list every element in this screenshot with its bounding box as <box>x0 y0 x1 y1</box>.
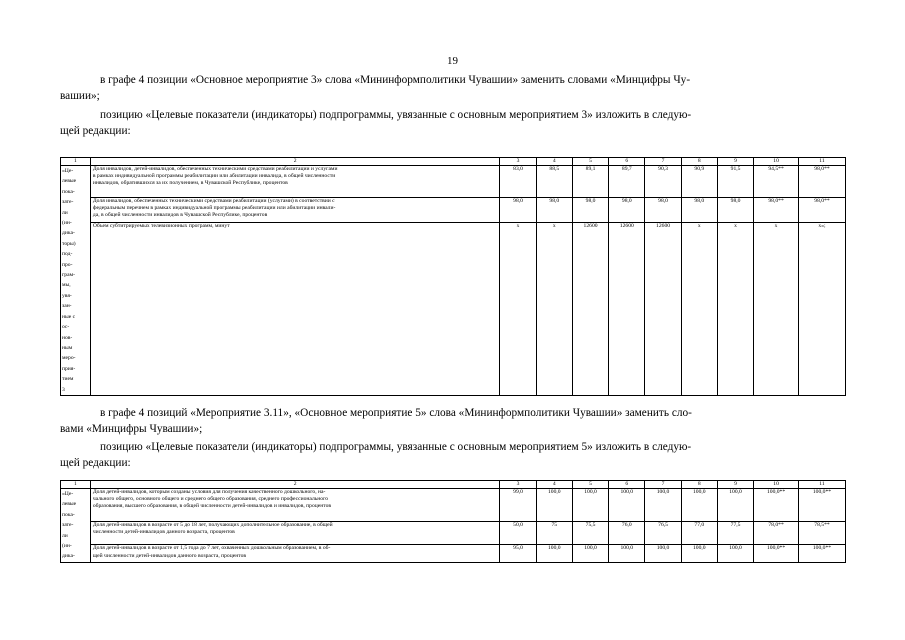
header-cell: 7 <box>645 158 681 166</box>
side-label-line: ные с <box>62 313 76 320</box>
value-cell: 78,5** <box>798 521 845 545</box>
side-label-line: про- <box>62 261 73 268</box>
value-cell: 90,3 <box>645 166 681 198</box>
side-label-cell <box>61 166 91 396</box>
header-cell: 1 <box>61 481 91 489</box>
paragraph-amend-1 <box>60 72 846 104</box>
value-cell: х <box>717 223 753 396</box>
table-row <box>61 166 846 198</box>
paragraph-amend-2 <box>60 107 846 139</box>
header-cell: 5 <box>572 481 608 489</box>
value-cell: 100,0 <box>572 489 608 522</box>
value-cell: 75 <box>536 521 572 545</box>
value-cell: 100,0 <box>645 489 681 522</box>
value-cell: 75,5 <box>572 521 608 545</box>
side-label-line: ным <box>62 344 73 351</box>
side-label-line: под- <box>62 251 73 258</box>
paragraph-amend-3 <box>60 405 846 437</box>
header-cell: 11 <box>798 158 845 166</box>
paragraph-line: позицию «Целевые показатели (индикаторы) подпрограммы, увязанные с основным мероприятием 3» изложить в следую- <box>100 109 692 121</box>
indicators-table-5 <box>60 480 846 563</box>
value-cell: 100,0 <box>536 545 572 562</box>
value-cell: 99,0 <box>500 489 536 522</box>
paragraph-line: в графе 4 позиций «Мероприятие 3.11», «Основное мероприятие 5» слова «Мининформполитики Чувашии» заменить сло- <box>100 407 692 419</box>
indicator-name-line: инвалидов, обратившихся за их получением, в Чувашской Республике, процентов <box>92 180 288 187</box>
header-cell: 3 <box>500 481 536 489</box>
side-label-cell <box>61 489 91 563</box>
side-label-line: зан- <box>62 303 72 310</box>
table-row <box>61 545 846 562</box>
value-cell: 95,0 <box>500 545 536 562</box>
header-cell: 6 <box>609 158 645 166</box>
paragraph-line: вами «Минцифры Чувашии»; <box>60 423 203 435</box>
value-cell: х <box>536 223 572 396</box>
paragraph-line: щей редакции: <box>60 457 131 469</box>
value-cell: 76,5 <box>645 521 681 545</box>
value-cell: 98,0 <box>681 197 717 222</box>
indicator-name-line: федеральным перечнем в рамках индивидуальной программы реабилитации или абилитации инвали- <box>92 205 336 212</box>
table-row <box>61 197 846 222</box>
value-cell: х <box>754 223 799 396</box>
header-cell: 6 <box>609 481 645 489</box>
value-cell: 98,0 <box>536 197 572 222</box>
value-cell: 98,0** <box>798 197 845 222</box>
side-label-line: дика- <box>62 230 75 237</box>
indicator-name-line: Доля детей-инвалидов в возрасте от 5 до 18 лет, получающих дополнительное образование, в общей <box>92 521 333 528</box>
value-cell: 89,7 <box>609 166 645 198</box>
header-cell: 4 <box>536 481 572 489</box>
side-label-line: ли <box>62 209 68 216</box>
side-label-line: (ин- <box>62 543 72 550</box>
side-label-line: дика- <box>62 553 75 560</box>
value-cell: 100,0 <box>717 489 753 522</box>
table-row <box>61 521 846 545</box>
side-label-line: зате- <box>62 199 74 206</box>
value-cell: х»; <box>798 223 845 396</box>
value-cell: 83,0 <box>500 166 536 198</box>
indicator-name-line: Доля детей-инвалидов, которым созданы условия для получения качественного дошкольного, на- <box>92 489 326 495</box>
indicator-name-line: Объем субтитрируемых телевизионных программ, минут <box>92 223 230 230</box>
side-label-line: ли <box>62 532 68 539</box>
table-row <box>61 223 846 396</box>
header-cell: 1 <box>61 158 91 166</box>
value-cell: 12600 <box>609 223 645 396</box>
indicator-name-line: чального общего, основного общего и среднего общего образования, среднего профессионального <box>92 496 329 503</box>
indicators-table-3 <box>60 157 846 396</box>
side-label-line: увя- <box>62 292 72 299</box>
header-cell: 11 <box>798 481 845 489</box>
header-cell: 9 <box>717 481 753 489</box>
header-cell: 5 <box>572 158 608 166</box>
value-cell: 98,0** <box>754 197 799 222</box>
indicator-name-line: образования, высшего образования, в общей численности детей-инвалидов и инвалидов, процентов <box>92 503 332 510</box>
indicator-name-line: да, в общей численности инвалидов в Чувашской Республике, процентов <box>92 212 268 219</box>
header-cell: 10 <box>754 158 799 166</box>
value-cell: 100,0** <box>754 489 799 522</box>
value-cell: 88,5 <box>536 166 572 198</box>
side-label-line: 3 <box>62 386 65 393</box>
page-number: 19 <box>447 55 458 67</box>
paragraph-line: позицию «Целевые показатели (индикаторы) подпрограммы, увязанные с основным мероприятием 5» изложить в следую- <box>100 441 692 453</box>
indicator-name-line: щей численности детей-инвалидов данного возраста, процентов <box>92 552 247 559</box>
value-cell: 94,5** <box>754 166 799 198</box>
paragraph-line: в графе 4 позиции «Основное мероприятие 3» слова «Мининформполитики Чувашии» заменить словами «Минцифры Чу- <box>100 74 691 86</box>
indicator-name-line: Доля инвалидов, детей-инвалидов, обеспеченных техническими средствами реабилитации и услугами <box>92 166 338 172</box>
side-label-line: «Це- <box>62 491 74 497</box>
side-label-line: грам- <box>62 272 75 279</box>
indicator-name-line: Доля инвалидов, обеспеченных техническими средствами реабилитации (услугами) в соответствии с <box>92 197 335 204</box>
value-cell: 12600 <box>572 223 608 396</box>
header-cell: 2 <box>90 158 500 166</box>
value-cell: 98,0 <box>572 197 608 222</box>
side-label-line: тием <box>62 376 74 383</box>
side-label-line: пока- <box>62 511 75 518</box>
value-cell: 100,0 <box>609 489 645 522</box>
side-label-line: левые <box>62 178 77 185</box>
value-cell: 100,0 <box>536 489 572 522</box>
value-cell: 91,5 <box>717 166 753 198</box>
side-label-line: ос- <box>62 324 70 331</box>
value-cell: 89,1 <box>572 166 608 198</box>
value-cell: 76,0 <box>609 521 645 545</box>
side-label-line: мы, <box>62 282 71 289</box>
value-cell: 78,0** <box>754 521 799 545</box>
indicator-name-cell <box>90 223 500 396</box>
value-cell: 12600 <box>645 223 681 396</box>
indicator-name-line: Доля детей-инвалидов в возрасте от 1,5 года до 7 лет, охваченных дошкольным образованием, в об- <box>92 545 331 552</box>
value-cell: 50,0 <box>500 521 536 545</box>
side-label-line: пока- <box>62 188 75 195</box>
paragraph-line: щей редакции: <box>60 125 131 137</box>
value-cell: 100,0 <box>681 545 717 562</box>
value-cell: 98,0 <box>645 197 681 222</box>
header-cell: 10 <box>754 481 799 489</box>
value-cell: 77,5 <box>717 521 753 545</box>
side-label-line: прия- <box>62 365 76 372</box>
value-cell: 100,0** <box>798 489 845 522</box>
indicator-name-line: в рамках индивидуальной программы реабилитации или абилитации инвалида, в общей численности <box>92 173 336 180</box>
value-cell: 100,0 <box>645 545 681 562</box>
value-cell: 98,0 <box>717 197 753 222</box>
header-cell: 8 <box>681 158 717 166</box>
side-label-line: торы) <box>62 240 76 247</box>
header-cell: 3 <box>500 158 536 166</box>
header-cell: 9 <box>717 158 753 166</box>
indicator-name-cell <box>90 197 500 222</box>
paragraph-line: вашии»; <box>60 90 100 102</box>
indicator-name-cell <box>90 521 500 545</box>
header-cell: 2 <box>90 481 500 489</box>
value-cell: 100,0** <box>798 545 845 562</box>
value-cell: 100,0 <box>717 545 753 562</box>
side-label-line: нов- <box>62 334 73 341</box>
paragraph-amend-4 <box>60 439 846 471</box>
table-header-row <box>61 158 846 166</box>
value-cell: 90,9 <box>681 166 717 198</box>
value-cell: 100,0 <box>681 489 717 522</box>
table-header-row <box>61 481 846 489</box>
table-row <box>61 489 846 522</box>
value-cell: 100,0 <box>609 545 645 562</box>
value-cell: 100,0 <box>572 545 608 562</box>
side-label-line: (ин- <box>62 220 72 227</box>
side-label-line: зате- <box>62 522 74 529</box>
value-cell: 98,0 <box>609 197 645 222</box>
indicator-name-cell <box>90 489 500 522</box>
value-cell: 98,0** <box>798 166 845 198</box>
header-cell: 4 <box>536 158 572 166</box>
indicator-name-cell <box>90 166 500 198</box>
header-cell: 7 <box>645 481 681 489</box>
side-label-line: меро- <box>62 355 76 362</box>
value-cell: х <box>681 223 717 396</box>
value-cell: 100,0** <box>754 545 799 562</box>
indicator-name-line: численности детей-инвалидов данного возраста, процентов <box>92 528 235 535</box>
value-cell: х <box>500 223 536 396</box>
side-label-line: левые <box>62 501 77 508</box>
side-label-line: «Це- <box>62 168 74 174</box>
indicator-name-cell <box>90 545 500 562</box>
header-cell: 8 <box>681 481 717 489</box>
value-cell: 98,0 <box>500 197 536 222</box>
value-cell: 77,0 <box>681 521 717 545</box>
